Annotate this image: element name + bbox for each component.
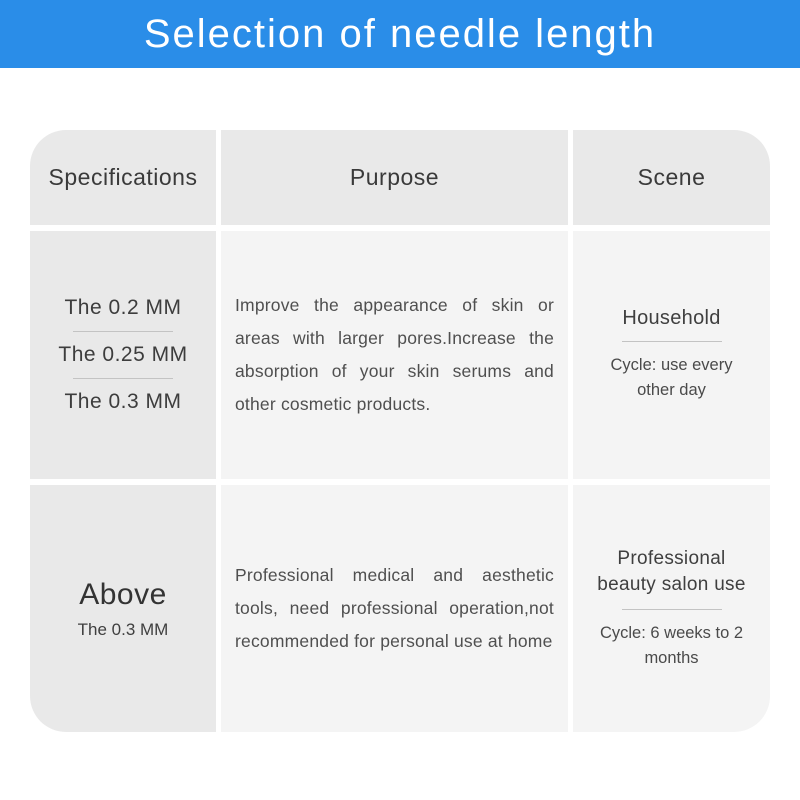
column-header-specifications: Specifications: [48, 164, 198, 190]
spec-divider: [73, 331, 173, 332]
header-cell-scene: [573, 130, 770, 225]
scene-title-row2: Professional beauty salon use: [597, 548, 746, 595]
column-header-scene: Scene: [637, 164, 706, 190]
scene-title-row1: Household: [622, 307, 721, 329]
needle-length-table: [30, 130, 770, 732]
spec-item-0.25mm: The 0.25 MM: [58, 343, 188, 366]
page-title: Selection of needle length: [143, 11, 657, 56]
scene-cycle-row1: Cycle: use every other day: [610, 356, 733, 399]
scene-cycle-row2: Cycle: 6 weeks to 2 months: [599, 624, 744, 667]
purpose-cell-row1: [221, 231, 568, 479]
spec-item-0.3mm: The 0.3 MM: [64, 390, 182, 413]
purpose-text-row1: Improve the appearance of skin or areas with larger pores.Increase the absorption of your skin serums and other cosmetic products.: [235, 295, 554, 414]
spec-above-title: Above: [79, 577, 167, 611]
spec-above-subtitle: The 0.3 MM: [77, 619, 169, 639]
specs-cell-row2: [30, 485, 216, 732]
header-cell-specifications: [30, 130, 216, 225]
purpose-text-row2: Professional medical and aesthetic tools, need professional operation,not recommended for personal use at home: [235, 565, 554, 651]
scene-cell-row2: [573, 485, 770, 732]
spec-item-0.2mm: The 0.2 MM: [64, 296, 182, 319]
specs-cell-row1: [30, 231, 216, 479]
header-cell-purpose: [221, 130, 568, 225]
purpose-cell-row2: [221, 485, 568, 732]
scene-cell-row1: [573, 231, 770, 479]
scene-divider: [622, 609, 722, 610]
title-banner: [0, 0, 800, 68]
scene-divider: [622, 341, 722, 342]
spec-divider: [73, 378, 173, 379]
column-header-purpose: Purpose: [349, 164, 440, 190]
